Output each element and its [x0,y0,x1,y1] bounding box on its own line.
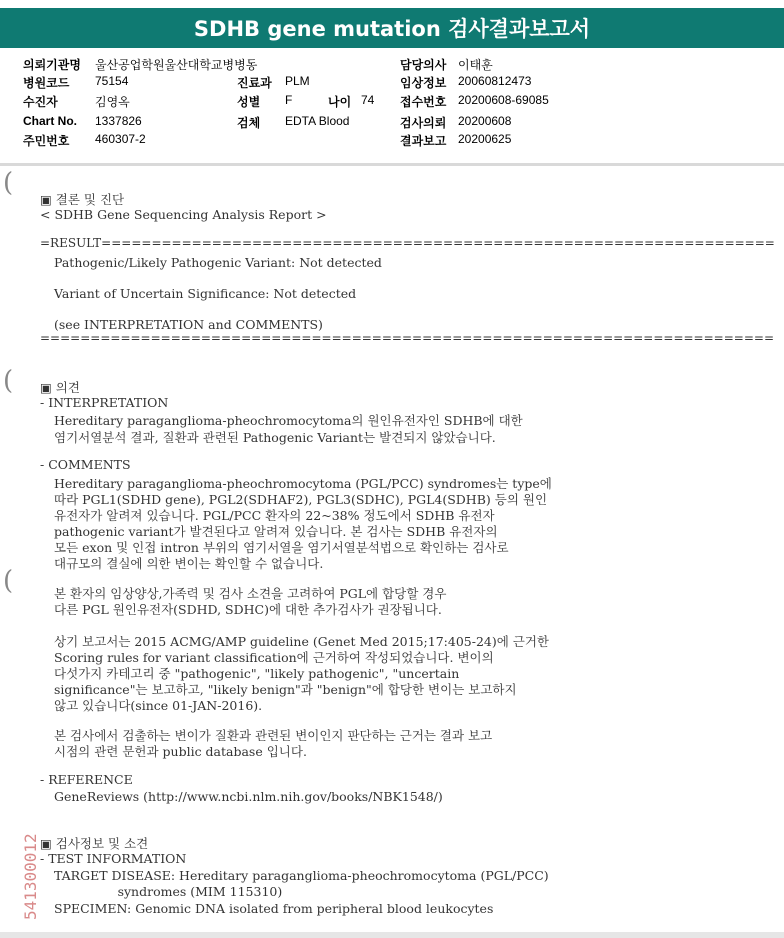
result-vus: Variant of Uncertain Significance: Not detected [54,286,357,301]
bottom-bar [0,932,784,938]
section-heading-conclusion: ▣ 결론 및 진단 [40,192,125,207]
result-note: (see INTERPRETATION and COMMENTS) [54,317,323,332]
comments-text: 모든 exon 및 인접 intron 부위의 염기서열을 염기서열분석법으로 확인하는 검사로 [54,540,509,555]
comments-text: 시점의 관련 문헌과 public database 입니다. [54,744,307,759]
comments-text: 따라 PGL1(SDHD gene), PGL2(SDHAF2), PGL3(SDHC), PGL4(SDHB) 등의 원인 [54,492,548,507]
specimen-stamp [6,775,46,925]
comments-text: 다섯가지 카테고리 중 "pathogenic", "likely pathogenic", "uncertain [54,666,460,681]
comments-text: Scoring rules for variant classification에 근거하여 작성되었습니다. 변이의 [54,650,494,665]
interpretation-text: 염기서열분석 결과, 질환과 관련된 Pathogenic Variant는 발견되지 않았습니다. [54,430,496,445]
field-value-hospital-code: 75154 [95,74,129,88]
interpretation-text: Hereditary paraganglioma-pheochromocytoma의 원인유전자인 SDHB에 대한 [54,413,523,428]
comments-text: pathogenic variant가 발견된다고 알려져 있습니다. 본 검사는 SDHB 유전자의 [54,524,498,539]
target-disease: syndromes (MIM 115310) [54,884,283,899]
specimen-info: SPECIMEN: Genomic DNA isolated from peripheral blood leukocytes [54,901,494,916]
field-label-request-date: 검사의뢰 [400,116,447,130]
comments-text: 상기 보고서는 2015 ACMG/AMP guideline (Genet Med 2015;17:405-24)에 근거한 [54,634,549,649]
comments-text: 대규모의 결실에 의한 변이는 확인할 수 없습니다. [54,556,324,571]
header-row [0,132,784,149]
report-title: SDHB gene mutation 검사결과보고서 [0,8,784,48]
field-label-report-date: 결과보고 [400,134,447,148]
field-value-attending-doctor: 이태훈 [458,58,493,72]
field-value-clinical-info: 20060812473 [458,74,532,88]
report-body [0,166,784,938]
field-label-hospital-code: 병원코드 [23,76,70,90]
subheading-reference: - REFERENCE [40,772,133,787]
field-value-report-date: 20200625 [458,132,512,146]
field-label-chart-no: Chart No. [23,114,77,128]
field-value-requesting-institution: 울산공업학원울산대학교병병동 [95,58,258,72]
field-value-department: PLM [285,74,310,88]
comments-text: 본 환자의 임상양상,가족력 및 검사 소견을 고려하여 PGL에 합당할 경우 [54,586,447,601]
subheading-comments: - COMMENTS [40,457,131,472]
field-value-age: 74 [361,93,375,107]
comments-text: 않고 있습니다(since 01-JAN-2016). [54,698,263,713]
field-value-receipt-number: 20200608-69085 [458,93,549,107]
subheading-test-information: - TEST INFORMATION [40,851,187,866]
result-pathogenic: Pathogenic/Likely Pathogenic Variant: Not detected [54,255,382,270]
field-label-sex: 성별 [237,95,261,109]
field-value-specimen: EDTA Blood [285,114,350,128]
comments-text: significance"는 보고하고, "likely benign"과 "benign"에 합당한 변이는 보고하지 [54,682,517,697]
header-row [0,114,784,131]
comments-text: 유전자가 알려져 있습니다. PGL/PCC 환자의 22~38% 정도에서 SDHB 유전자 [54,508,495,523]
stamp-number: 541300012 [21,833,40,920]
field-label-age: 나이 [328,95,352,109]
page-edge-mark: ( [3,366,14,396]
target-disease: TARGET DISEASE: Hereditary paraganglioma-pheochromocytoma (PGL/PCC) [54,868,549,883]
section-heading-test-info: ▣ 검사정보 및 소견 [40,836,149,851]
section-heading-opinion: ▣ 의견 [40,380,80,395]
field-label-patient-name: 수진자 [23,95,58,109]
page-edge-mark: ( [3,168,14,198]
result-rule-end: ========================================================================= [40,331,774,345]
field-value-resident-number: 460307-2 [95,132,146,146]
reference-link[interactable]: GeneReviews (http://www.ncbi.nlm.nih.gov/books/NBK1548/) [54,789,443,804]
result-rule: =RESULT=================================================================== [40,236,775,250]
comments-text: 다른 PGL 원인유전자(SDHD, SDHC)에 대한 추가검사가 권장됩니다. [54,602,442,617]
header-row [0,93,784,110]
header-row [0,56,784,73]
report-subtitle: < SDHB Gene Sequencing Analysis Report > [40,207,327,222]
comments-text: 본 검사에서 검출하는 변이가 질환과 관련된 변이인지 판단하는 근거는 결과 보고 [54,728,493,743]
field-label-clinical-info: 임상정보 [400,76,447,90]
field-value-sex: F [285,93,293,107]
header-row [0,74,784,91]
field-label-specimen: 검체 [237,116,261,130]
field-label-resident-number: 주민번호 [23,134,70,148]
field-label-attending-doctor: 담당의사 [400,58,447,72]
subheading-interpretation: - INTERPRETATION [40,395,169,410]
field-value-request-date: 20200608 [458,114,512,128]
page-edge-mark: ( [3,566,14,596]
field-label-department: 진료과 [237,76,272,90]
comments-text: Hereditary paraganglioma-pheochromocytoma (PGL/PCC) syndromes는 type에 [54,476,552,491]
field-label-receipt-number: 접수번호 [400,95,447,109]
field-value-chart-no: 1337826 [95,114,142,128]
field-label-requesting-institution: 의뢰기관명 [23,58,81,72]
field-value-patient-name: 김영옥 [95,95,130,109]
